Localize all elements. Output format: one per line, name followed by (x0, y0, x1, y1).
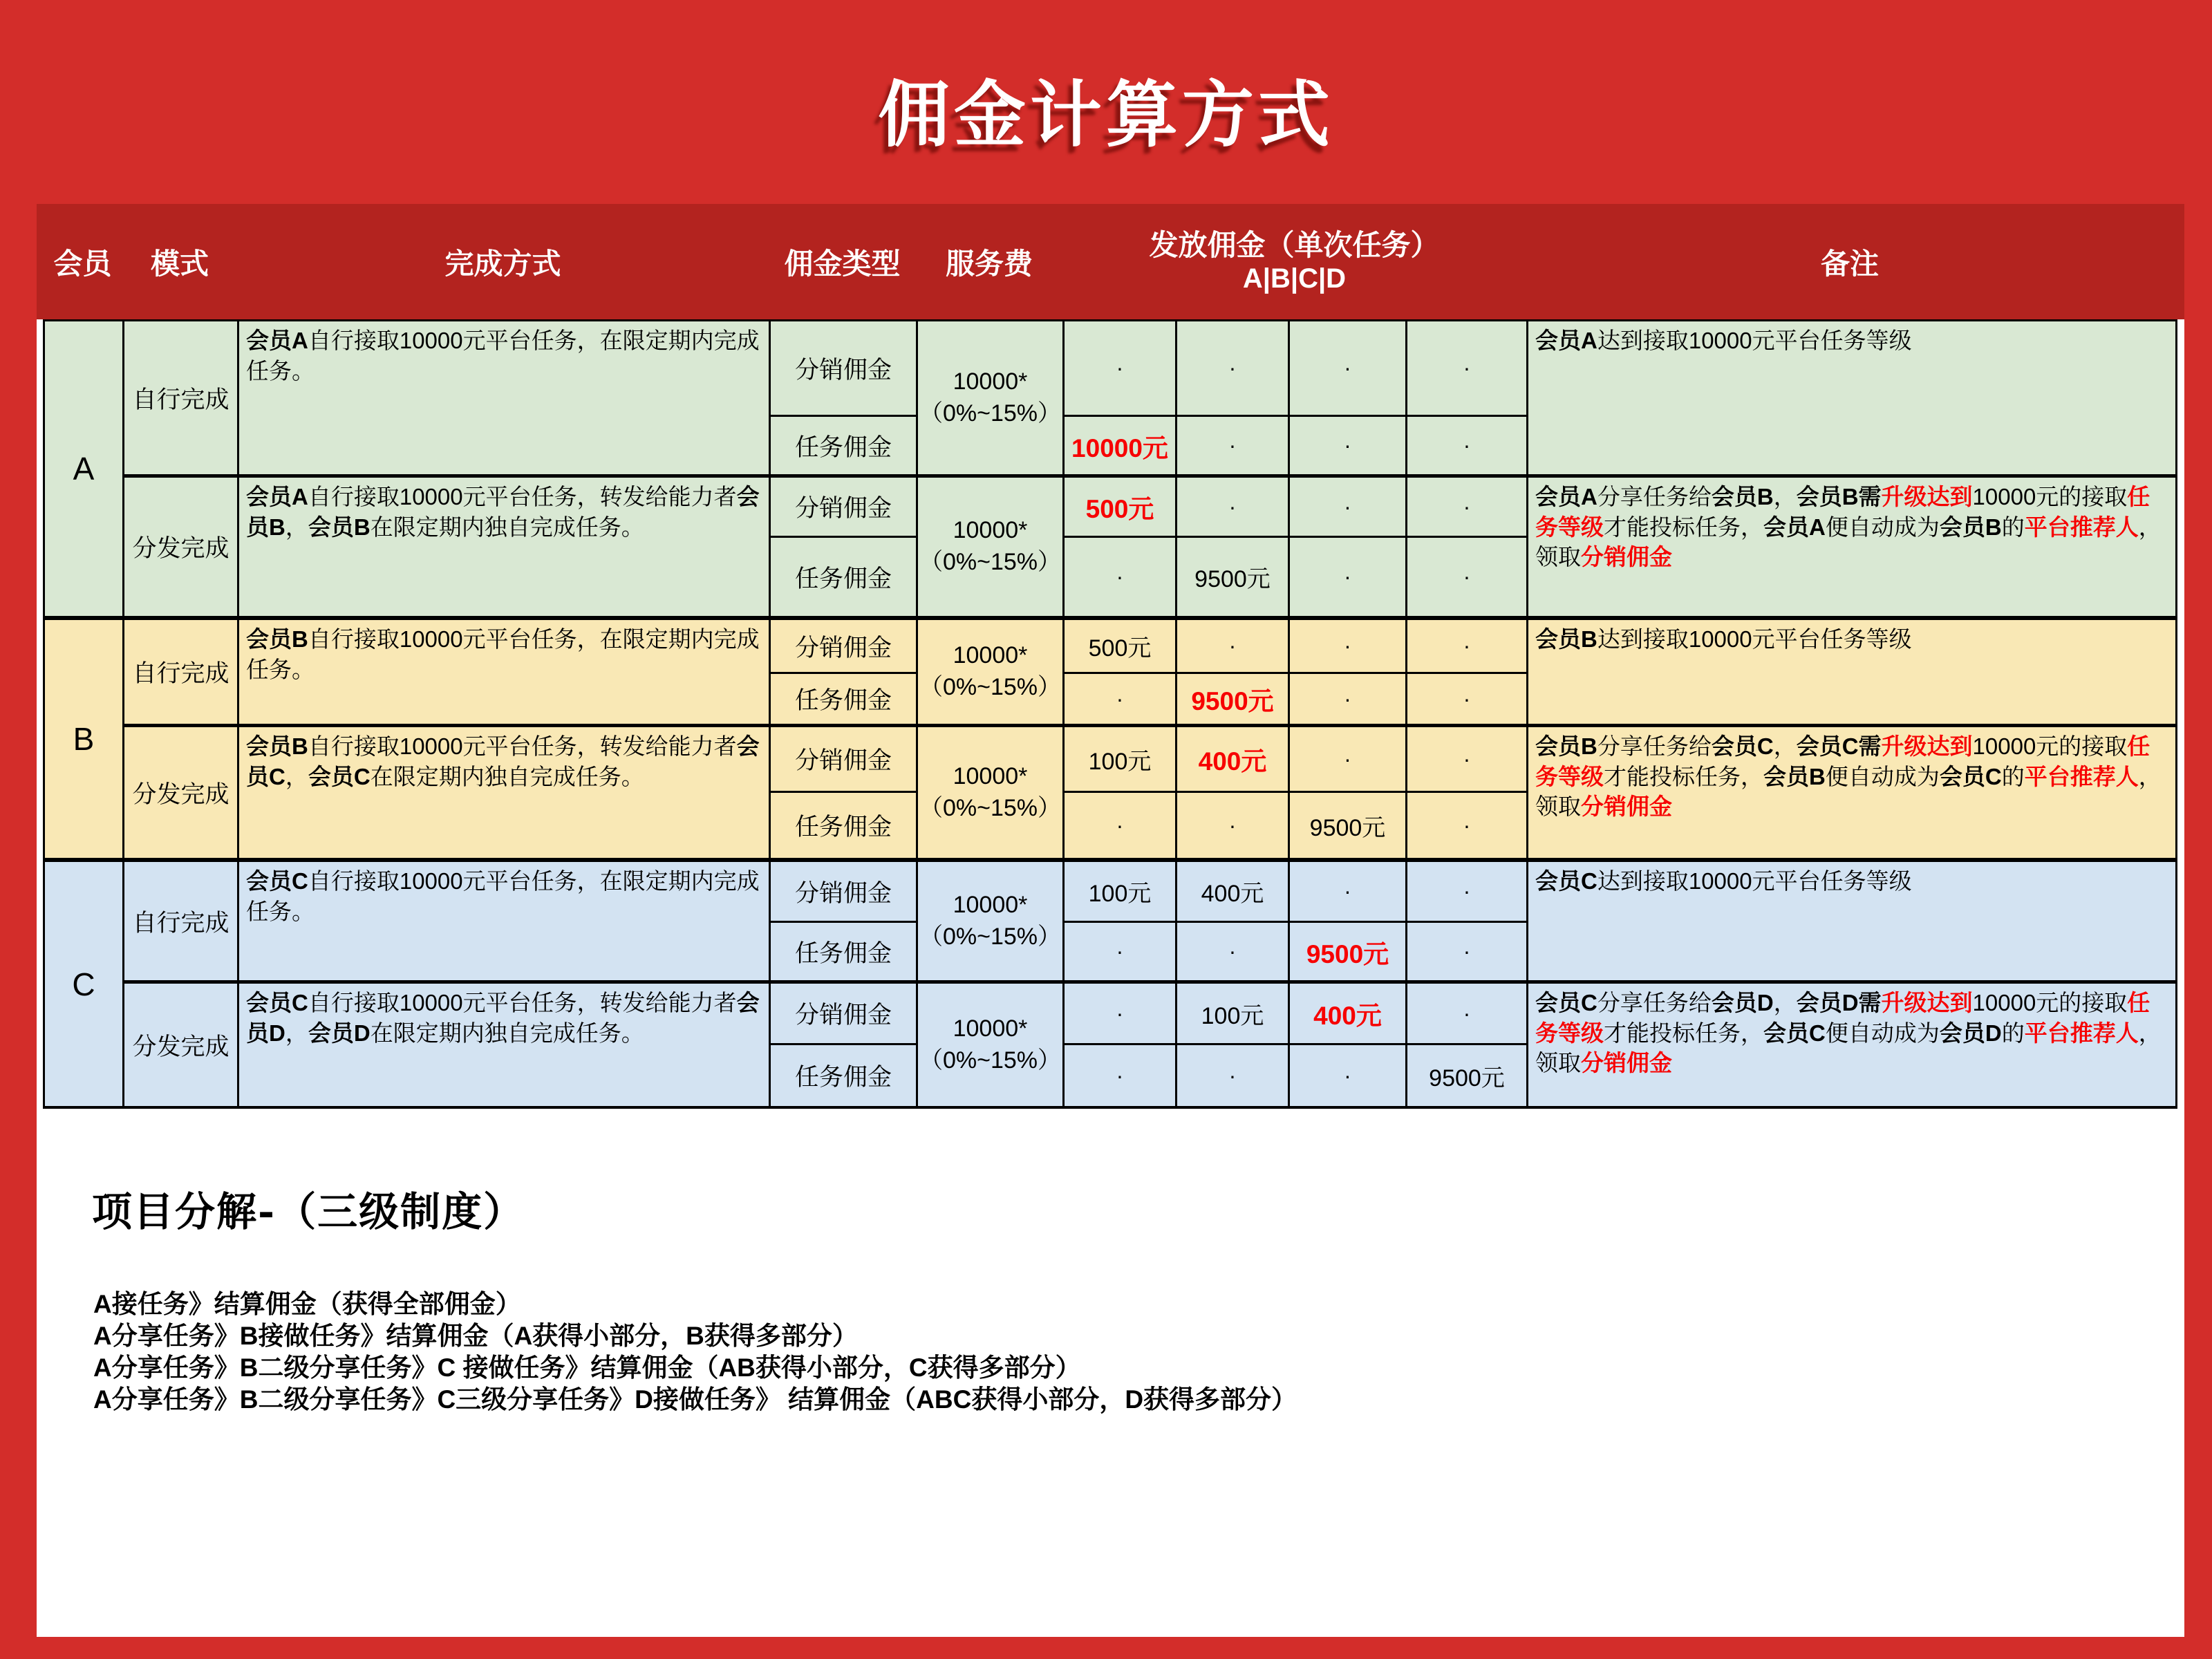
payout-value-cell: 9500元 (1177, 674, 1290, 727)
service-fee-cell: 10000* （0%~15%） (918, 620, 1065, 727)
service-fee-cell: 10000* （0%~15%） (918, 321, 1065, 478)
task-description-cell: 会员B自行接取10000元平台任务，转发给能力者会员C，会员C在限定期内独自完成任务。 (239, 727, 771, 858)
header-payout (1149, 229, 1439, 294)
payout-value-cell: 100元 (1065, 862, 1177, 923)
payout-value-cell: · (1290, 674, 1407, 727)
commission-type-cell: 任务佣金 (771, 923, 918, 984)
mode-cell: 分发完成 (124, 727, 239, 858)
mode-cell: 自行完成 (124, 620, 239, 727)
payout-value-cell: · (1407, 620, 1528, 674)
commission-type-cell: 任务佣金 (771, 538, 918, 616)
payout-value-cell: · (1177, 1045, 1290, 1106)
payout-value-cell: · (1407, 727, 1528, 793)
payout-value-cell: · (1407, 793, 1528, 858)
commission-table (43, 319, 2177, 1109)
service-fee-cell: 10000* （0%~15%） (918, 984, 1065, 1106)
task-description-cell: 会员C自行接取10000元平台任务，转发给能力者会员D，会员D在限定期内独自完成任务。 (239, 984, 771, 1106)
payout-value-cell: · (1177, 923, 1290, 984)
breakdown-line: A分享任务》B二级分享任务》C 接做任务》结算佣金（AB获得小部分，C获得多部分） (93, 1353, 1081, 1382)
header-member: 会员 (53, 247, 112, 280)
payout-value-cell: · (1407, 862, 1528, 923)
payout-value-cell: · (1407, 417, 1528, 478)
payout-value-cell: · (1177, 478, 1290, 538)
payout-value-cell: · (1065, 538, 1177, 616)
commission-type-cell: 分销佣金 (771, 620, 918, 674)
page-title: 佣金计算方式 (877, 72, 1334, 157)
payout-value-cell: · (1177, 620, 1290, 674)
payout-value-cell: · (1065, 984, 1177, 1045)
commission-type-cell: 分销佣金 (771, 478, 918, 538)
breakdown-line: A分享任务》B接做任务》结算佣金（A获得小部分，B获得多部分） (93, 1322, 858, 1350)
service-fee-cell: 10000* （0%~15%） (918, 478, 1065, 616)
payout-value-cell: · (1290, 478, 1407, 538)
commission-type-cell: 分销佣金 (771, 727, 918, 793)
mode-cell: 分发完成 (124, 984, 239, 1106)
commission-type-cell: 任务佣金 (771, 417, 918, 478)
payout-value-cell: · (1177, 321, 1290, 417)
note-cell: 会员B分享任务给会员C，会员C需升级达到10000元的接取任务等级才能投标任务，会员B便自动成为会员C的平台推荐人，领取分销佣金 (1535, 733, 2162, 820)
member-cell: A (45, 321, 124, 616)
payout-value-cell: · (1177, 793, 1290, 858)
member-group-A (43, 319, 2177, 620)
mode-cell: 自行完成 (124, 321, 239, 478)
mode-cell: 分发完成 (124, 478, 239, 616)
payout-value-cell: 100元 (1177, 984, 1290, 1045)
note-cell: 会员A达到接取10000元平台任务等级 (1528, 321, 2175, 478)
payout-value-cell: 500元 (1065, 478, 1177, 538)
payout-value-cell: 10000元 (1065, 417, 1177, 478)
payout-value-cell: 400元 (1177, 727, 1290, 793)
header-payout-columns: A|B|C|D (1242, 263, 1347, 294)
payout-value-cell: · (1065, 1045, 1177, 1106)
payout-value-cell: · (1407, 321, 1528, 417)
commission-type-cell: 任务佣金 (771, 793, 918, 858)
header-payout-title: 发放佣金（单次任务） (1149, 229, 1440, 262)
payout-value-cell: · (1407, 538, 1528, 616)
commission-type-cell: 任务佣金 (771, 1045, 918, 1106)
payout-value-cell: 9500元 (1407, 1045, 1528, 1106)
payout-value-cell: · (1065, 793, 1177, 858)
payout-value-cell: · (1407, 674, 1528, 727)
commission-type-cell: 分销佣金 (771, 321, 918, 417)
member-group-B (43, 620, 2177, 862)
header-method: 完成方式 (444, 247, 561, 280)
payout-value-cell: · (1065, 674, 1177, 727)
breakdown-line: A分享任务》B二级分享任务》C三级分享任务》D接做任务》 结算佣金（ABC获得小部分，D获得多部分） (93, 1385, 1297, 1414)
payout-value-cell: 400元 (1177, 862, 1290, 923)
member-group-C (43, 862, 2177, 1109)
member-cell: B (45, 620, 124, 858)
note-cell: 会员C分享任务给会员D，会员D需升级达到10000元的接取任务等级才能投标任务，会员C便自动成为会员D的平台推荐人，领取分销佣金 (1535, 990, 2162, 1076)
service-fee-cell: 10000* （0%~15%） (918, 862, 1065, 984)
payout-value-cell: 500元 (1065, 620, 1177, 674)
note-cell: 会员B达到接取10000元平台任务等级 (1528, 620, 2175, 727)
payout-value-cell: 9500元 (1177, 538, 1290, 616)
payout-value-cell: · (1290, 321, 1407, 417)
member-cell: C (45, 862, 124, 1106)
payout-value-cell: 100元 (1065, 727, 1177, 793)
note-cell: 会员C达到接取10000元平台任务等级 (1528, 862, 2175, 984)
header-service-fee: 服务费 (945, 247, 1033, 280)
commission-type-cell: 分销佣金 (771, 862, 918, 923)
breakdown-heading: 项目分解-（三级制度） (92, 1188, 525, 1235)
payout-value-cell: · (1290, 538, 1407, 616)
payout-value-cell: · (1407, 478, 1528, 538)
payout-value-cell: · (1407, 923, 1528, 984)
task-description-cell: 会员B自行接取10000元平台任务，在限定期内完成任务。 (239, 620, 771, 727)
payout-value-cell: 9500元 (1290, 923, 1407, 984)
payout-value-cell: · (1290, 727, 1407, 793)
mode-cell: 自行完成 (124, 862, 239, 984)
commission-type-cell: 任务佣金 (771, 674, 918, 727)
table-header-row (43, 204, 2177, 319)
payout-value-cell: 400元 (1290, 984, 1407, 1045)
header-mode: 模式 (150, 247, 209, 280)
note-cell: 会员A分享任务给会员B，会员B需升级达到10000元的接取任务等级才能投标任务，会员A便自动成为会员B的平台推荐人，领取分销佣金 (1535, 484, 2162, 570)
commission-type-cell: 分销佣金 (771, 984, 918, 1045)
task-description-cell: 会员A自行接取10000元平台任务，在限定期内完成任务。 (239, 321, 771, 478)
payout-value-cell: · (1065, 923, 1177, 984)
payout-value-cell: 9500元 (1290, 793, 1407, 858)
payout-value-cell: · (1290, 620, 1407, 674)
breakdown-lines (93, 1288, 1297, 1416)
service-fee-cell: 10000* （0%~15%） (918, 727, 1065, 858)
header-notes: 备注 (1820, 247, 1879, 280)
breakdown-line: A接任务》结算佣金（获得全部佣金） (93, 1290, 521, 1318)
payout-value-cell: · (1290, 862, 1407, 923)
payout-value-cell: · (1290, 417, 1407, 478)
payout-value-cell: · (1065, 321, 1177, 417)
payout-value-cell: · (1177, 417, 1290, 478)
header-commission-type: 佣金类型 (784, 247, 901, 280)
task-description-cell: 会员A自行接取10000元平台任务，转发给能力者会员B，会员B在限定期内独自完成任务。 (239, 478, 771, 616)
task-description-cell: 会员C自行接取10000元平台任务，在限定期内完成任务。 (239, 862, 771, 984)
payout-value-cell: · (1407, 984, 1528, 1045)
payout-value-cell: · (1290, 1045, 1407, 1106)
